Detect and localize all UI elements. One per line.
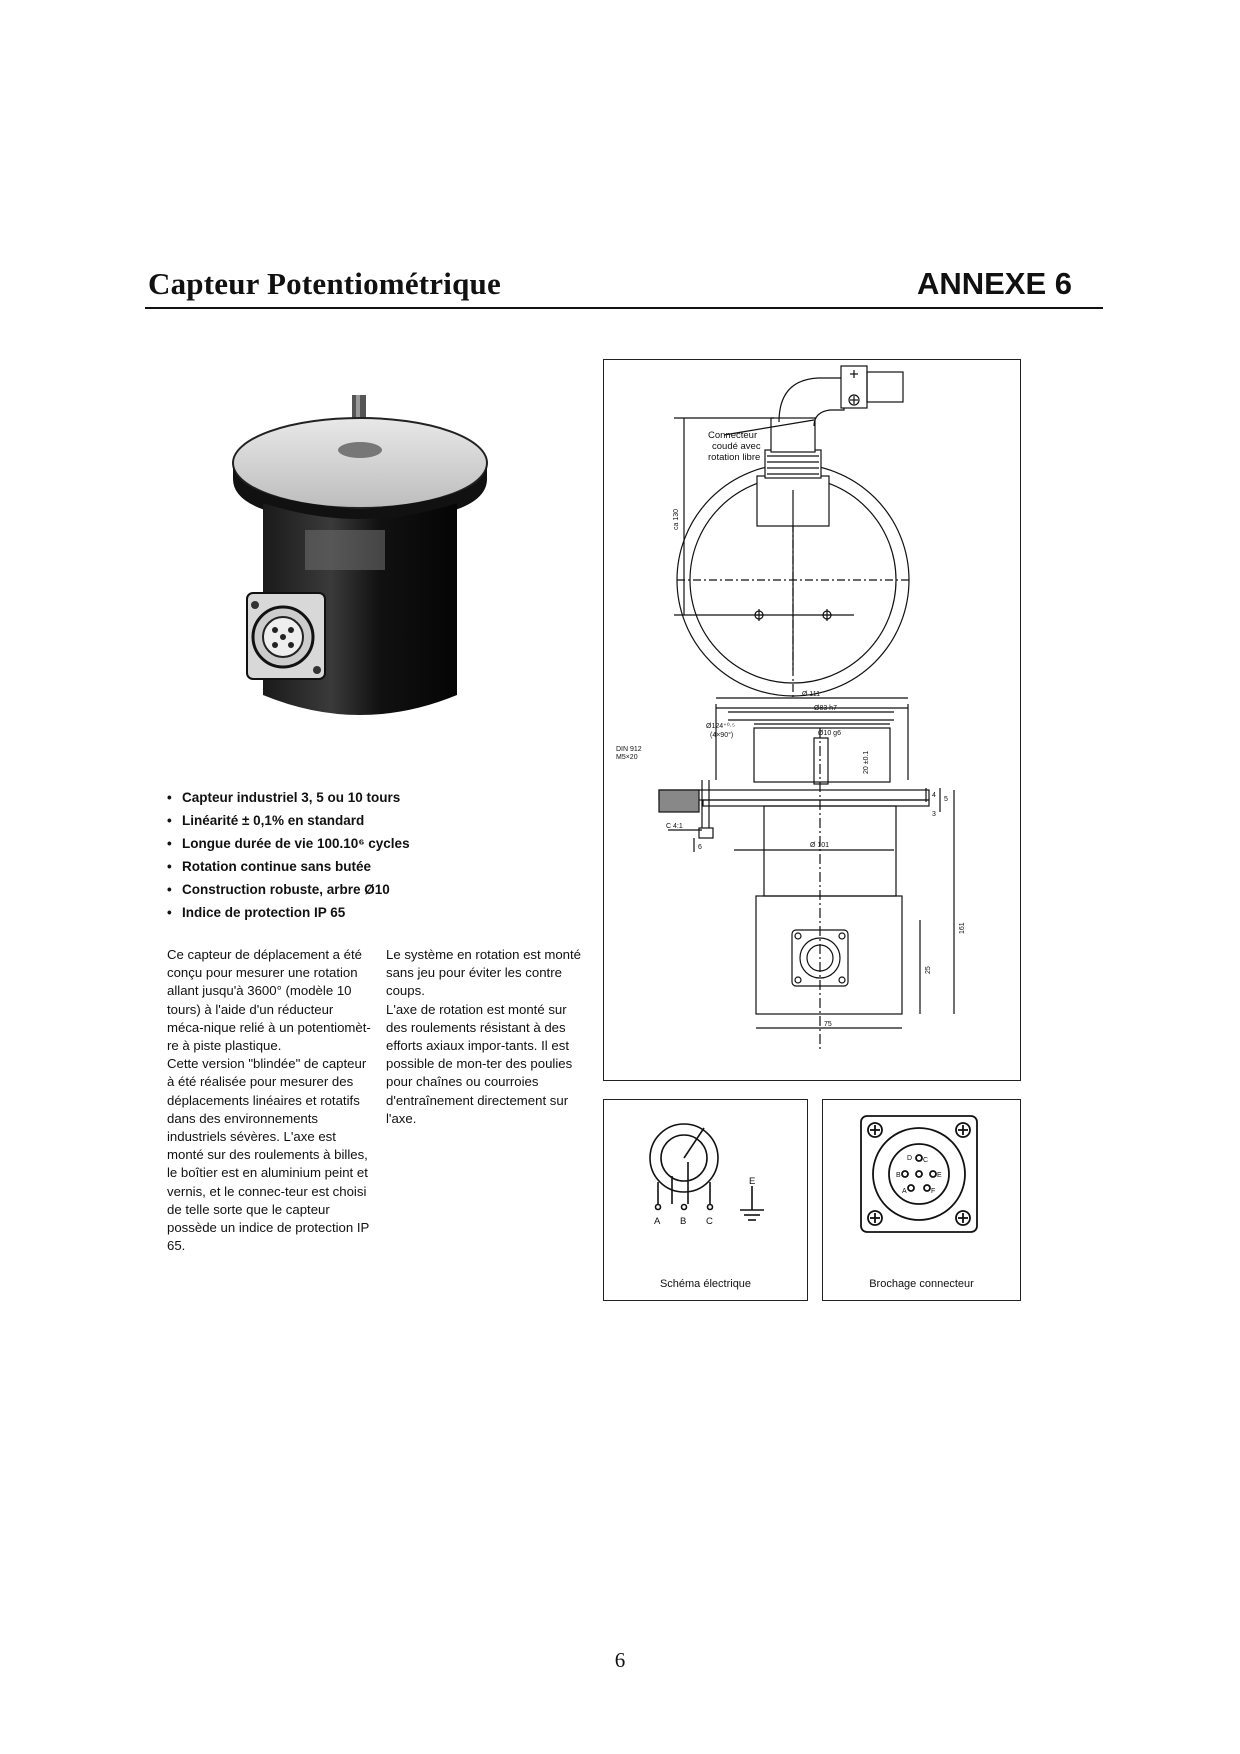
connector-label: coudé avec	[712, 441, 761, 452]
earth-label: E	[749, 1176, 756, 1187]
dim-label: M5×20	[616, 754, 638, 761]
description-left	[167, 946, 372, 1255]
header-rule	[145, 307, 1103, 309]
terminal-label: A	[654, 1216, 661, 1227]
pin-label: D	[907, 1155, 913, 1162]
feature-item: • Construction robuste, arbre Ø10	[165, 878, 410, 901]
dim-label: ca 130	[673, 508, 680, 530]
feature-item: • Linéarité ± 0,1% en standard	[165, 809, 410, 832]
paragraph: Cette version "blindée" de capteur à été réalisée pour mesurer des déplacements linéaires et rotatifs dans des environnements industriels sévères. L'axe est monté sur des roulements à billes, le boîtier est en aluminium peint et vernis, et le connec-teur est choisi de telle sorte que le capteur possède un indice de protection IP 65.	[167, 1056, 370, 1254]
page-number: 6	[614, 1648, 626, 1672]
feature-list	[165, 786, 410, 924]
terminal-label: B	[680, 1216, 687, 1227]
feature-item: • Rotation continue sans butée	[165, 855, 410, 878]
terminal-label: C	[706, 1216, 713, 1227]
dim-label: (4×90°)	[710, 732, 734, 739]
dim-label: 161	[959, 922, 966, 934]
description-right	[386, 946, 591, 1128]
sensor-photo	[225, 395, 500, 730]
feature-item: • Indice de protection IP 65	[165, 901, 410, 924]
electrical-schema	[604, 1100, 807, 1300]
pin-label: B	[896, 1172, 901, 1179]
schema-caption: Schéma électrique	[659, 1278, 752, 1290]
dim-label: 75	[824, 1021, 832, 1028]
paragraph: Ce capteur de déplacement a été conçu pour mesurer une rotation allant jusqu'à 3600° (modèle 10 tours) à l'aide d'un réducteur méca-nique relié à un potentiomèt-re à piste plastique.	[167, 947, 371, 1054]
dim-label: 4	[932, 792, 936, 799]
paragraph: Le système en rotation est monté sans jeu pour éviter les contre coups.	[386, 947, 581, 999]
pin-label: C	[923, 1157, 929, 1164]
annex-label: ANNEXE 6	[916, 266, 1072, 301]
connector-label: rotation libre	[708, 452, 761, 463]
dim-label: C 4:1	[666, 823, 683, 830]
dim-label: 25	[925, 966, 932, 974]
connector-pinout	[823, 1100, 1020, 1300]
dim-label: 5	[944, 796, 948, 803]
dim-label: 6	[698, 844, 702, 851]
dim-label: Ø124⁺⁰·⁵	[706, 723, 735, 730]
connector-pinout-panel	[822, 1099, 1021, 1301]
dim-label: Ø 111	[802, 691, 821, 698]
dim-label: 3	[932, 811, 936, 818]
dimension-drawing-panel	[603, 359, 1021, 1081]
document-title: Capteur Potentiométrique	[148, 266, 501, 301]
connector-label: Connecteur	[708, 430, 758, 441]
pin-label: F	[931, 1188, 936, 1195]
electrical-schema-panel	[603, 1099, 808, 1301]
pinout-caption: Brochage connecteur	[869, 1278, 974, 1290]
dim-label: 20 ±0.1	[863, 750, 870, 774]
dim-label: Ø 101	[810, 842, 830, 849]
pin-label: E	[937, 1172, 942, 1179]
dim-label: Ø83 h7	[814, 705, 837, 712]
feature-item: • Capteur industriel 3, 5 ou 10 tours	[165, 786, 410, 809]
pin-label: A	[902, 1188, 907, 1195]
dim-label: Ø10 g6	[818, 730, 841, 737]
dim-label: DIN 912	[616, 746, 642, 753]
feature-item: • Longue durée de vie 100.10⁶ cycles	[165, 832, 410, 855]
paragraph: L'axe de rotation est monté sur des roulements résistant à des efforts axiaux impor-tants. Il est possible de mon-ter des poulies pour chaînes ou courroies d'entraînement directement sur l'axe.	[386, 1001, 573, 1126]
dimension-drawing	[604, 360, 1020, 1080]
